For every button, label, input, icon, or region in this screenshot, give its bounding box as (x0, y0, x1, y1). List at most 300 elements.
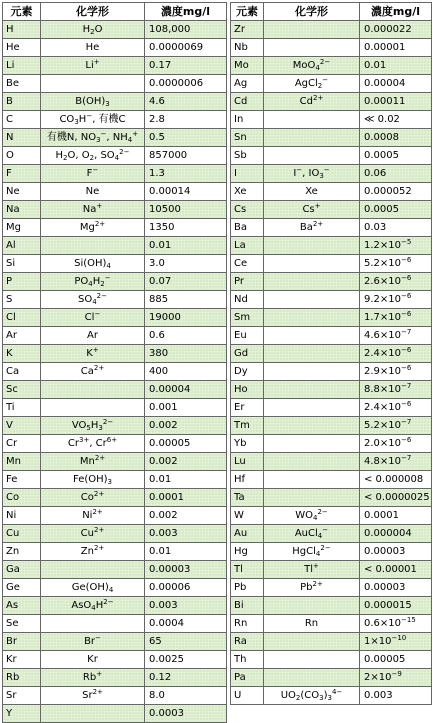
formula-cell (264, 111, 360, 129)
element-cell: Cs (231, 201, 264, 219)
table-row (231, 363, 432, 381)
table-row (231, 687, 432, 705)
formula-cell: Cs+ (264, 201, 360, 219)
formula-cell: He (41, 39, 145, 57)
element-cell: Ra (231, 633, 264, 651)
concentration-cell: 0.01 (145, 543, 227, 561)
formula-cell (264, 435, 360, 453)
table-row (231, 597, 432, 615)
concentration-cell: 0.00003 (145, 561, 227, 579)
formula-cell (41, 561, 145, 579)
element-cell: Cd (231, 93, 264, 111)
concentration-cell: 0.06 (360, 165, 432, 183)
formula-cell (264, 345, 360, 363)
formula-cell: $B(OH)_3$ (41, 93, 145, 111)
concentration-cell: $0.6\times 10^{-15}$ (360, 615, 432, 633)
element-cell: Hg (231, 543, 264, 561)
concentration-cell: $5.2\times 10^{-6}$ (360, 255, 432, 273)
left-table-body (3, 21, 227, 723)
table-row (231, 165, 432, 183)
concentration-cell: 0.5 (145, 129, 227, 147)
table-row (3, 255, 227, 273)
table-row (231, 39, 432, 57)
element-cell: S (3, 291, 41, 309)
element-cell: Ba (231, 219, 264, 237)
table-row (231, 543, 432, 561)
formula-cell (264, 381, 360, 399)
element-cell: Zn (3, 543, 41, 561)
element-cell: Lu (231, 453, 264, 471)
element-cell: Si (3, 255, 41, 273)
table-row (231, 93, 432, 111)
concentration-cell: 0.00014 (145, 183, 227, 201)
formula-cell: $Ni^{2+}$ (41, 507, 145, 525)
formula-cell (264, 309, 360, 327)
element-cell: Nb (231, 39, 264, 57)
element-cell: Rn (231, 615, 264, 633)
element-cell: Au (231, 525, 264, 543)
concentration-cell: 4.6 (145, 93, 227, 111)
element-cell: Nd (231, 291, 264, 309)
element-cell: Sc (3, 381, 41, 399)
formula-cell (41, 615, 145, 633)
element-cell: Kr (3, 651, 41, 669)
concentration-cell: 1.3 (145, 165, 227, 183)
formula-cell: $Mn^{2+}$ (41, 453, 145, 471)
concentration-cell: 0.001 (145, 399, 227, 417)
table-row (3, 363, 227, 381)
element-cell: Ta (231, 489, 264, 507)
concentration-cell: 0.0001 (145, 489, 227, 507)
table-row (231, 75, 432, 93)
table-row (231, 345, 432, 363)
concentration-cell: 0.00003 (360, 579, 432, 597)
element-cell: Ar (3, 327, 41, 345)
formula-cell: $SO_4^{2-}$ (41, 291, 145, 309)
header-element: 元素 (3, 3, 41, 21)
right-concentration-table (230, 2, 432, 705)
concentration-cell: 0.01 (360, 57, 432, 75)
element-cell: Fe (3, 471, 41, 489)
formula-cell (264, 291, 360, 309)
element-cell: Sr (3, 687, 41, 705)
concentration-cell: 0.003 (145, 597, 227, 615)
table-row (231, 525, 432, 543)
table-row (231, 201, 432, 219)
table-row (3, 273, 227, 291)
concentration-cell: 19000 (145, 309, 227, 327)
element-cell: Ag (231, 75, 264, 93)
formula-cell (41, 75, 145, 93)
table-row (3, 21, 227, 39)
element-cell: Er (231, 399, 264, 417)
concentration-cell: 0.17 (145, 57, 227, 75)
formula-cell: $Cu^{2+}$ (41, 525, 145, 543)
formula-cell: Kr (41, 651, 145, 669)
header-concentration: 濃度mg/l (145, 3, 227, 21)
element-cell: Sm (231, 309, 264, 327)
concentration-cell: 0.003 (145, 525, 227, 543)
element-cell: Rb (3, 669, 41, 687)
table-row (3, 705, 227, 723)
concentration-cell: $2.0\times 10^{-6}$ (360, 435, 432, 453)
concentration-cell: 0.0000069 (145, 39, 227, 57)
table-row (3, 633, 227, 651)
element-cell: I (231, 165, 264, 183)
concentration-cell: $1\times 10^{-10}$ (360, 633, 432, 651)
formula-cell (264, 471, 360, 489)
table-row (231, 633, 432, 651)
concentration-cell: 108,000 (145, 21, 227, 39)
formula-cell (264, 273, 360, 291)
table-row (3, 669, 227, 687)
table-row (231, 255, 432, 273)
formula-cell (264, 453, 360, 471)
element-cell: Ti (3, 399, 41, 417)
table-row (231, 327, 432, 345)
formula-cell (41, 705, 145, 723)
formula-cell (264, 21, 360, 39)
formula-cell (264, 129, 360, 147)
concentration-cell: 400 (145, 363, 227, 381)
concentration-cell: 0.01 (145, 471, 227, 489)
concentration-cell: $5.2\times 10^{-7}$ (360, 417, 432, 435)
element-cell: Mo (231, 57, 264, 75)
element-cell: Pb (231, 579, 264, 597)
concentration-cell: < 0.00001 (360, 561, 432, 579)
formula-cell (264, 39, 360, 57)
formula-cell: $H_2O$ (41, 21, 145, 39)
table-row (231, 417, 432, 435)
right-table-body (231, 21, 432, 705)
table-row (231, 561, 432, 579)
concentration-cell: 0.0005 (360, 201, 432, 219)
element-cell: Yb (231, 435, 264, 453)
concentration-cell: 0.01 (145, 237, 227, 255)
element-cell: Co (3, 489, 41, 507)
element-cell: Ca (3, 363, 41, 381)
header-concentration: 濃度mg/l (360, 3, 432, 21)
table-row (3, 237, 227, 255)
concentration-cell: $2.6\times 10^{-6}$ (360, 273, 432, 291)
concentration-cell: 10500 (145, 201, 227, 219)
table-row (231, 435, 432, 453)
concentration-cell: 0.00005 (145, 435, 227, 453)
table-row (231, 453, 432, 471)
table-row (3, 165, 227, 183)
table-row (3, 129, 227, 147)
concentration-cell: 3.0 (145, 255, 227, 273)
formula-cell: AuCl$_4$− (264, 525, 360, 543)
concentration-cell: 0.0001 (360, 507, 432, 525)
table-row (231, 615, 432, 633)
formula-cell: Ne (41, 183, 145, 201)
concentration-cell: 0.12 (145, 669, 227, 687)
left-concentration-table (2, 2, 227, 723)
concentration-cell: $2.4\times 10^{-6}$ (360, 345, 432, 363)
element-cell: W (231, 507, 264, 525)
element-cell: Ga (3, 561, 41, 579)
table-row (231, 651, 432, 669)
formula-cell (264, 255, 360, 273)
element-cell: N (3, 129, 41, 147)
concentration-cell: < 0.0000025 (360, 489, 432, 507)
formula-cell: Na+ (41, 201, 145, 219)
formula-cell: K+ (41, 345, 145, 363)
table-row (3, 543, 227, 561)
formula-cell: $Sr^{2+}$ (41, 687, 145, 705)
formula-cell (41, 237, 145, 255)
table-row (3, 417, 227, 435)
element-cell: Gd (231, 345, 264, 363)
element-cell: K (3, 345, 41, 363)
element-cell: Se (3, 615, 41, 633)
element-cell: Eu (231, 327, 264, 345)
table-row (231, 219, 432, 237)
element-cell: O (3, 147, 41, 165)
element-cell: Pa (231, 669, 264, 687)
concentration-cell: 0.00004 (360, 75, 432, 93)
formula-cell (264, 633, 360, 651)
concentration-cell: 0.0005 (360, 147, 432, 165)
element-cell: P (3, 273, 41, 291)
concentration-cell: $4.6\times 10^{-7}$ (360, 327, 432, 345)
formula-cell: I−, $IO_3^-$ (264, 165, 360, 183)
formula-cell: Cl− (41, 309, 145, 327)
concentration-cell: 0.002 (145, 417, 227, 435)
concentration-cell: 0.00006 (145, 579, 227, 597)
element-cell: Y (3, 705, 41, 723)
table-row (231, 489, 432, 507)
concentration-cell: 2.8 (145, 111, 227, 129)
formula-cell: Xe (264, 183, 360, 201)
table-row (3, 345, 227, 363)
formula-cell: $Zn^{2+}$ (41, 543, 145, 561)
formula-cell (264, 363, 360, 381)
formula-cell: $Cr^{3+}$, $Cr^{6+}$ (41, 435, 145, 453)
element-cell: Mg (3, 219, 41, 237)
element-cell: U (231, 687, 264, 705)
concentration-cell: 0.00005 (360, 651, 432, 669)
table-row (3, 327, 227, 345)
concentration-cell: $9.2\times 10^{-6}$ (360, 291, 432, 309)
formula-cell: $Cd^{2+}$ (264, 93, 360, 111)
table-row (231, 399, 432, 417)
formula-cell: $Ba^{2+}$ (264, 219, 360, 237)
element-cell: Br (3, 633, 41, 651)
formula-cell (264, 489, 360, 507)
element-cell: F (3, 165, 41, 183)
formula-cell (264, 669, 360, 687)
formula-cell: $Ca^{2+}$ (41, 363, 145, 381)
formula-cell (264, 237, 360, 255)
formula-cell (264, 417, 360, 435)
element-cell: Bi (231, 597, 264, 615)
formula-cell: $UO_2(CO_3)_3^{4-}$ (264, 687, 360, 705)
element-cell: Na (3, 201, 41, 219)
formula-cell: Li+ (41, 57, 145, 75)
element-cell: Hf (231, 471, 264, 489)
formula-cell: $Pb^{2+}$ (264, 579, 360, 597)
element-cell: Tl (231, 561, 264, 579)
table-row (3, 291, 227, 309)
table-row (231, 291, 432, 309)
formula-cell: $VO_5H_3^{2-}$ (41, 417, 145, 435)
table-row (231, 237, 432, 255)
concentration-cell: < 0.000008 (360, 471, 432, 489)
concentration-cell: 0.00003 (360, 543, 432, 561)
element-cell: Sb (231, 147, 264, 165)
formula-cell (264, 651, 360, 669)
element-cell: Be (3, 75, 41, 93)
element-cell: Al (3, 237, 41, 255)
concentration-cell: $1.2\times 10^{-5}$ (360, 237, 432, 255)
table-row (3, 471, 227, 489)
table-row (3, 435, 227, 453)
element-cell: As (3, 597, 41, 615)
concentration-cell: 8.0 (145, 687, 227, 705)
element-cell: Cu (3, 525, 41, 543)
table-row (231, 147, 432, 165)
concentration-cell: 0.000015 (360, 597, 432, 615)
header-formula: 化学形 (41, 3, 145, 21)
formula-cell: Ar (41, 327, 145, 345)
table-row (3, 579, 227, 597)
concentration-cell: 0.0025 (145, 651, 227, 669)
element-cell: Xe (231, 183, 264, 201)
element-cell: Li (3, 57, 41, 75)
table-row (3, 453, 227, 471)
formula-cell: $PO_4H_2^-$ (41, 273, 145, 291)
concentration-cell: 0.002 (145, 453, 227, 471)
element-cell: Mn (3, 453, 41, 471)
formula-cell (264, 327, 360, 345)
formula-cell: $WO_4^{2-}$ (264, 507, 360, 525)
formula-cell: $Si(OH)_4$ (41, 255, 145, 273)
element-cell: Ce (231, 255, 264, 273)
formula-cell (41, 381, 145, 399)
formula-cell: Br− (41, 633, 145, 651)
formula-cell (264, 399, 360, 417)
concentration-cell: 0.0004 (145, 615, 227, 633)
left-header-row (3, 3, 227, 21)
table-row (231, 129, 432, 147)
concentration-cell: 0.000022 (360, 21, 432, 39)
concentration-cell: 0.000004 (360, 525, 432, 543)
table-row (3, 651, 227, 669)
formula-cell (264, 147, 360, 165)
concentration-cell: $8.8\times 10^{-7}$ (360, 381, 432, 399)
table-row (3, 525, 227, 543)
concentration-cell: 0.07 (145, 273, 227, 291)
table-row (231, 21, 432, 39)
element-cell: Tm (231, 417, 264, 435)
table-row (3, 597, 227, 615)
header-element: 元素 (231, 3, 264, 21)
concentration-cell: 885 (145, 291, 227, 309)
concentration-cell: $4.8\times 10^{-7}$ (360, 453, 432, 471)
table-row (231, 273, 432, 291)
concentration-cell: 857000 (145, 147, 227, 165)
concentration-cell: 0.00011 (360, 93, 432, 111)
formula-cell: AgCl$_2$− (264, 75, 360, 93)
table-row (3, 381, 227, 399)
table-row (3, 93, 227, 111)
element-cell: Dy (231, 363, 264, 381)
formula-cell: $AsO_4H^{2-}$ (41, 597, 145, 615)
formula-cell: MoO$_4^{2-}$ (264, 57, 360, 75)
concentration-cell: 1350 (145, 219, 227, 237)
concentration-cell: 0.6 (145, 327, 227, 345)
element-cell: C (3, 111, 41, 129)
table-row (3, 39, 227, 57)
element-cell: Ne (3, 183, 41, 201)
table-row (231, 669, 432, 687)
concentration-cell: $1.7\times 10^{-6}$ (360, 309, 432, 327)
table-row (3, 219, 227, 237)
concentration-cell: 0.000052 (360, 183, 432, 201)
element-cell: H (3, 21, 41, 39)
formula-cell: HgCl$_4^{2-}$ (264, 543, 360, 561)
element-cell: Pr (231, 273, 264, 291)
table-row (3, 309, 227, 327)
table-row (231, 381, 432, 399)
element-cell: Sn (231, 129, 264, 147)
table-row (231, 111, 432, 129)
formula-cell: $Fe(OH)_3$ (41, 471, 145, 489)
concentration-cell: 0.003 (360, 687, 432, 705)
formula-cell: $H_2O$, $O_2$, $SO_4^{2-}$ (41, 147, 145, 165)
table-row (231, 579, 432, 597)
table-row (3, 201, 227, 219)
table-row (3, 489, 227, 507)
element-cell: Cl (3, 309, 41, 327)
concentration-cell: 0.0003 (145, 705, 227, 723)
right-header-row (231, 3, 432, 21)
concentration-cell: 0.0000006 (145, 75, 227, 93)
table-row (3, 687, 227, 705)
concentration-cell: $2.4\times 10^{-6}$ (360, 399, 432, 417)
formula-cell: Tl+ (264, 561, 360, 579)
element-cell: Ni (3, 507, 41, 525)
concentration-cell: 380 (145, 345, 227, 363)
formula-cell: Rn (264, 615, 360, 633)
formula-cell: F− (41, 165, 145, 183)
table-row (3, 507, 227, 525)
formula-cell: 有機N, $NO_3^-$, $NH_4^+$ (41, 129, 145, 147)
element-cell: Cr (3, 435, 41, 453)
concentration-cell: $2\times 10^{-9}$ (360, 669, 432, 687)
table-row (3, 75, 227, 93)
concentration-cell: 0.002 (145, 507, 227, 525)
table-row (231, 309, 432, 327)
table-row (3, 399, 227, 417)
table-row (3, 147, 227, 165)
element-cell: La (231, 237, 264, 255)
formula-cell (41, 399, 145, 417)
formula-cell: $CO_3H^-$, 有機C (41, 111, 145, 129)
table-row (231, 471, 432, 489)
table-row (3, 183, 227, 201)
formula-cell: $Mg^{2+}$ (41, 219, 145, 237)
concentration-cell: 0.0008 (360, 129, 432, 147)
element-cell: He (3, 39, 41, 57)
concentration-cell: 0.00004 (145, 381, 227, 399)
concentration-cell: $2.9\times 10^{-6}$ (360, 363, 432, 381)
table-row (3, 561, 227, 579)
table-row (3, 57, 227, 75)
element-cell: Ge (3, 579, 41, 597)
